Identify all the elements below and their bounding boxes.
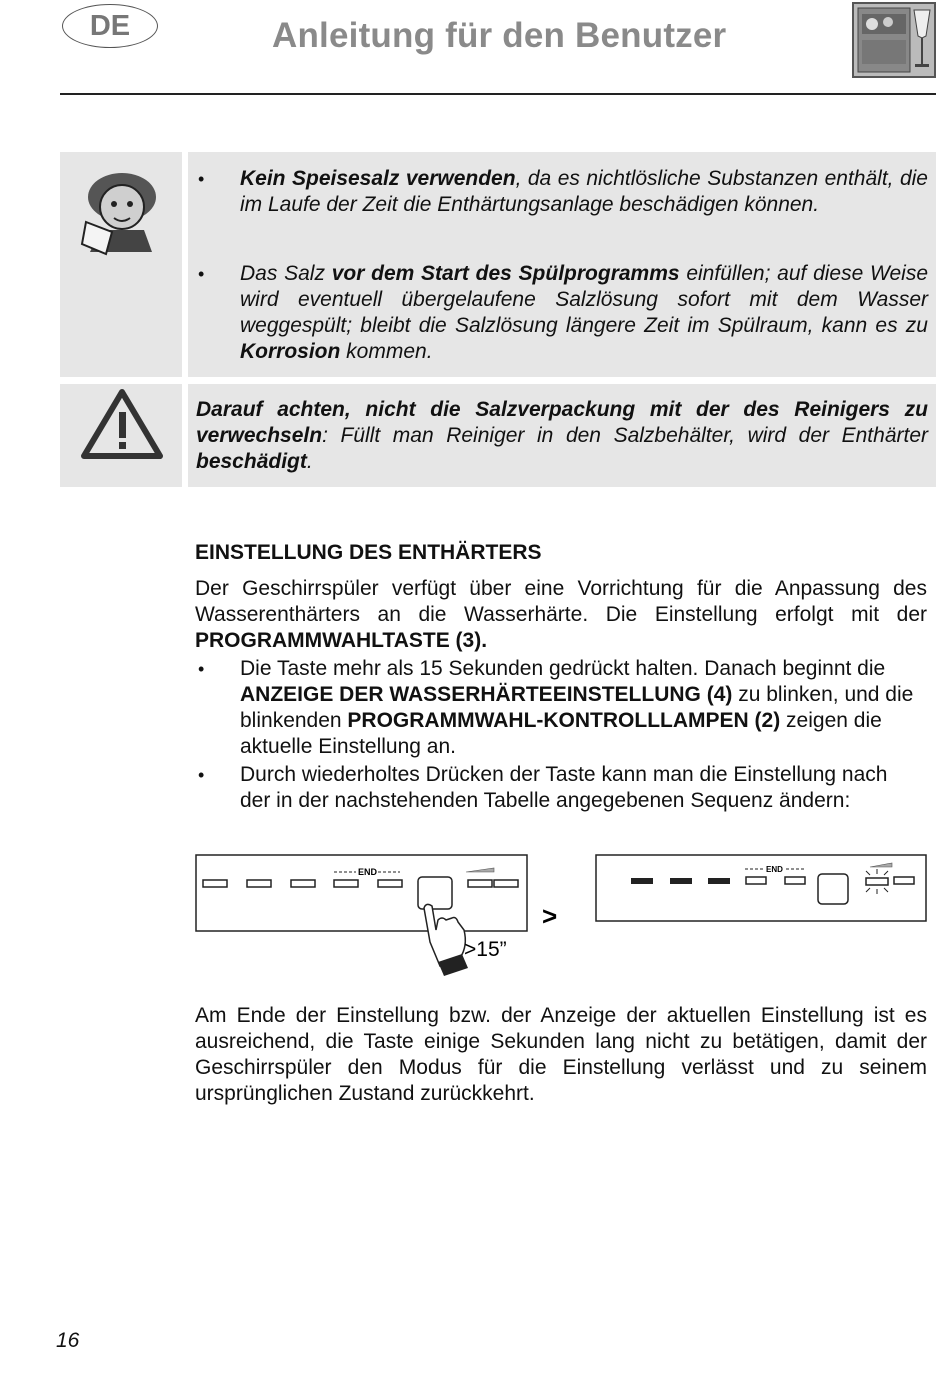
program-button (418, 877, 452, 909)
note-2-text-b: einfüllen; auf diese Weise wird eventuell übergelaufene Salzlösung sofort mit dem Wasser weggespült; bleibt die Salzlösung längere Zeit im Spülraum, kann es zu (240, 262, 928, 337)
header-divider (60, 93, 936, 95)
language-badge (62, 4, 158, 48)
page-title: Anleitung für den Benutzer (272, 16, 727, 55)
program-button-after (818, 874, 848, 904)
dishwasher-logo-icon (852, 2, 936, 78)
note-icon-cell (60, 152, 182, 377)
section-outro: Am Ende der Einstellung bzw. der Anzeige der aktuellen Einstellung ist es ausreichend, die Taste einige Sekunden lang nicht zu betätigen, damit der Geschirrspüler den Modus für die Einstellung verlässt und zu seinem ursprünglichen Zustand zurückkehrt. (195, 1004, 927, 1105)
warning-icon-cell (60, 384, 182, 487)
hardness-lamp (866, 878, 888, 885)
bullet-icon: • (198, 659, 205, 679)
warning-text (196, 397, 928, 475)
list-item-2 (198, 762, 910, 814)
note-2-bold: vor dem Start des Spülprogramms (331, 262, 680, 285)
language-code: DE (89, 9, 131, 42)
note-2-text-c: kommen. (340, 340, 433, 363)
warning-panel (188, 384, 936, 487)
bullet-1-bold-b: PROGRAMMWAHL-KONTROLLLAMPEN (2) (347, 709, 781, 732)
warning-end: . (306, 450, 313, 473)
intro-bold: PROGRAMMWAHLTASTE (3). (195, 629, 488, 652)
bullet-icon: • (198, 169, 205, 189)
note-item-2 (198, 261, 928, 365)
note-1-bold: Kein Speisesalz verwenden (240, 167, 516, 190)
warning-mid: : Füllt man Reiniger in den Salzbehälter, wird der Enthärter (322, 424, 928, 447)
section-intro (195, 576, 927, 654)
page-number: 16 (56, 1329, 80, 1352)
blinking-lamps-after (631, 878, 730, 884)
bullet-icon: • (198, 264, 205, 284)
note-1-text: , da es nichtlösliche Substanzen enthält, die im Laufe der Zeit die Enthärtungsanlage beschädigen können. (240, 167, 928, 216)
warning-bold-2: beschädigt (196, 450, 307, 473)
end-label-after: END (766, 865, 783, 874)
section-heading: EINSTELLUNG DES ENTHÄRTERS (195, 541, 542, 564)
softener-diagram (190, 850, 940, 980)
bullet-1-bold-a: ANZEIGE DER WASSERHÄRTEEINSTELLUNG (4) (240, 683, 733, 706)
control-panel-after (596, 855, 926, 921)
notes-panel (188, 152, 936, 377)
bullet-1-text-c: zeigen die aktuelle Einstellung an. (240, 709, 882, 758)
end-label-before: END (358, 867, 378, 877)
bullet-icon: • (198, 765, 205, 785)
warning-bold: Darauf achten, nicht die Salzverpackung mit der des Reinigers zu verwechseln (196, 398, 928, 447)
woman-reading-icon (60, 152, 182, 377)
duration-label: >15” (464, 938, 507, 961)
intro-text: Der Geschirrspüler verfügt über eine Vorrichtung für die Anpassung des Wasserenthärters an die Wasserhärte. Die Einstellung erfolgt mit der (195, 577, 927, 626)
bullet-2-text: Durch wiederholtes Drücken der Taste kann man die Einstellung nach der in der nachstehenden Tabelle angegebenen Sequenz ändern: (240, 763, 888, 812)
bullet-1-text-a: Die Taste mehr als 15 Sekunden gedrückt halten. Danach beginnt die (240, 657, 886, 680)
bullet-1-text-b: zu blinken, und die blinkenden (240, 683, 914, 732)
note-item-1 (198, 166, 928, 218)
warning-triangle-icon (60, 384, 182, 487)
note-2-bold-2: Korrosion (240, 340, 341, 363)
arrow-glyph: > (542, 901, 558, 931)
list-item-1 (198, 656, 930, 760)
note-2-text-a: Das Salz (240, 262, 332, 285)
